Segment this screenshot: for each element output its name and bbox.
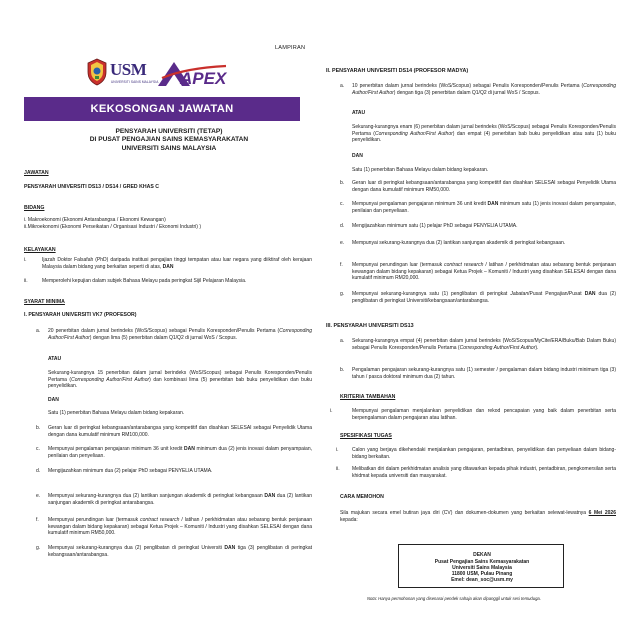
ds14-b-text: Geran luar di peringkat kebangsaan/antarabangsa yang kompetitif dan disahkan SELESAI sebagai Penyelidik Utama dengan dana kumulatif minimum RM50,000. (352, 180, 616, 193)
memohon-text (340, 510, 616, 523)
ds14-c (352, 201, 616, 214)
vk7-g-text2: tiga (3) penglibatan di peringkat kebangsaan/antarabangsa. (48, 545, 312, 558)
vk7-e (48, 493, 312, 506)
kelayakan-i-text: Ijazah Doktor Falsafah (PhD) daripada institusi pengajian tinggi tempatan atau luar negara yang diiktiraf oleh kerajaan Malaysia dalam bidang yang berkaitan seperti di atas, (42, 257, 312, 270)
spesifikasi-i-mark: i. (336, 447, 339, 453)
ds14-header: II. PENSYARAH UNIVERSITI DS14 (PROFESOR MADYA) (326, 68, 469, 74)
title-line-2: DI PUSAT PENGAJIAN SAINS KEMASYARAKATAN (89, 136, 249, 144)
ds14-atau-text2: ) dan empat (4) penerbitan bab buku penyelidikan atau satu (1) buku penyelidikan. (352, 130, 616, 143)
vk7-f-text2: / latihan / perkhidmatan atau sebarang bentuk penjanaan kewangan dalam bidang kepakaran) sebagai Ketua Projek – Komuniti / Industri yang disahkan SELESAI dengan dana kumulatif minimum RM50,000. (48, 517, 312, 536)
vk7-a-text1: 20 penerbitan dalam jurnal berindeks (WoS/Scopus) sebagai Penulis Koresponden/Penulis Pertama ( (48, 328, 280, 334)
ds14-g-italic: Jabatan (510, 291, 529, 297)
spesifikasi-ii-mark: ii. (336, 466, 340, 472)
spesifikasi-ii-text: Melibatkan diri dalam perkhidmatan analisis yang ditawarkan kepada pihak industri, pentadbiran, pengkomersilan serta khidmat kepada universiti dan masyarakat. (352, 466, 616, 479)
position-title (24, 128, 314, 153)
vk7-c-text2: minimum dua (2) jenis inovasi dalam penyampaian, penilaian dan penyeliaan. (48, 446, 312, 459)
ds14-e-text: Mempunyai sekurang-kurangnya dua (2) lantikan sanjungan akademik di peringkat kebangsaan. (352, 240, 566, 246)
vk7-atau-text2: ) dan kombinasi lima (5) penerbitan bab buku penyelidikan dan buku penyelidikan. (48, 376, 313, 389)
vk7-atau: ATAU (48, 356, 62, 362)
vk7-e-text1: Mempunyai sekurang-kurangnya dua (2) lantikan sanjungan akademik di peringkat kebangsaan (48, 493, 265, 499)
ds14-d-text: Mengijazahkan minimum satu (1) pelajar PhD sebagai PENYELIA UTAMA. (352, 223, 518, 229)
ds14-g-text3: dua (2) penglibatan di peringkat Universiti/kebangsaan/antarabangsa. (352, 291, 616, 304)
vk7-e-mark: e. (36, 493, 41, 499)
ds14-atau: ATAU (352, 110, 366, 116)
spesifikasi-i-text: Calon yang berjaya dikehendaki menjalankan pengajaran, pentadbiran, penyelidikan dan penyeliaan dalam bidang-bidang berkaitan. (352, 447, 616, 460)
vk7-g-text1: Mempunyai sekurang-kurangnya dua (2) penglibatan di peringkat Universiti (48, 545, 225, 551)
vk7-satu-text: Satu (1) penerbitan Bahasa Melayu dalam bidang kepakaran. (48, 410, 185, 416)
spesifikasi-header: SPESIFIKASI TUGAS (340, 433, 392, 439)
ds14-dan: DAN (352, 153, 363, 159)
kelayakan-i-dan: DAN (162, 263, 174, 270)
ds14-c-mark: c. (340, 201, 344, 207)
ds14-a (352, 83, 616, 96)
ds14-c-text1: Mempunyai pengalaman pengajaran minimum 36 unit kredit (352, 201, 488, 207)
vk7-g-mark: g. (36, 545, 41, 551)
ds14-atau-text (352, 124, 616, 144)
memohon-date: 6 Mei 2026 (588, 510, 616, 516)
address-box (398, 544, 564, 588)
ds13-a-mark: a. (340, 338, 345, 344)
vk7-c (48, 446, 312, 459)
bidang-line-2: ii.Mikroekonomi (Ekonomi Perseikatan / Organisasi Industri / Ekonomi Industri) ) (24, 224, 202, 230)
vk7-e-dan: DAN (264, 493, 276, 499)
ds14-a-text1: 10 penerbitan dalam jurnal berindeks (WoS/Scopus) sebagai Penulis Koresponden/Penulis Pertama ( (352, 83, 584, 89)
bidang-header: BIDANG (24, 205, 45, 211)
ds13-a (352, 338, 616, 351)
usm-logo (110, 60, 159, 88)
logo-bar (86, 56, 246, 90)
vk7-dan: DAN (48, 397, 59, 403)
bidang-line-1: i. Makroekonomi (Ekonomi Antarabangsa / Ekonomi Kewangan) (24, 217, 166, 223)
ds14-a-italic: Corresponding Author/First Author (352, 83, 616, 96)
apex-logo (156, 60, 228, 88)
ds14-g (352, 291, 616, 304)
ds14-f-italic: contract research (444, 262, 484, 268)
vk7-f-text1: Mempunyai perundingan luar (termasuk (48, 517, 141, 523)
memohon-text2: kepada: (340, 516, 358, 523)
vk7-atau-italic: Corresponding Author/First Author (71, 376, 150, 383)
address-line-3: Universiti Sains Malaysia (452, 565, 512, 571)
vk7-header: I. PENSYARAH UNIVERSITI VK7 (PROFESOR) (24, 312, 137, 318)
ds14-f-text2: / latihan / perkhidmatan atau sebarang bentuk penjanaan kewangan dalam bidang kepakaran) sebagai Ketua Projek – Komuniti / Industri yang disahkan SELESAI dengan dana kumulatif minimum RM20,000. (352, 262, 616, 281)
vk7-a-text2: ) dengan lima (5) penerbitan dalam Q1/Q2 di jurnal WoS / Scopus. (89, 334, 237, 341)
vk7-atau-text (48, 370, 312, 390)
ds14-g-text1: Mempunyai sekurang-kurangnya satu (1) penglibatan di peringkat (352, 291, 511, 297)
title-line-1: PENSYARAH UNIVERSITI (TETAP) (115, 128, 223, 135)
ds14-atau-italic: Corresponding Author/First Author (374, 130, 453, 137)
syarat-header: SYARAT MINIMA (24, 299, 65, 305)
kelayakan-i-mark: i. (24, 257, 27, 263)
vk7-c-dan: DAN (184, 446, 195, 452)
ds14-a-text2: ) dengan tiga (3) penerbitan dalam Q1/Q2 di jurnal WoS / Scopus. (393, 89, 540, 96)
address-line-4: 11800 USM, Pulau Pinang (451, 571, 513, 577)
address-line-1: DEKAN (473, 552, 491, 558)
memohon-header: CARA MEMOHON (340, 494, 384, 500)
ds14-g-mark: g. (340, 291, 345, 297)
kriteria-i-text: Mempunyai pengalaman menjalankan penyelidikan dan rekod pencapaian yang baik dalam penerbitan serta berpengalaman dalam pengajaran atau latihan. (352, 408, 616, 421)
vk7-c-text1: Mempunyai pengalaman pengajaran minimum 36 unit kredit (48, 446, 185, 452)
vk7-d-mark: d. (36, 468, 41, 474)
usm-logo-text: USM (110, 60, 147, 79)
apex-logo-text: APEX (180, 69, 227, 88)
kriteria-header: KRITERIA TAMBAHAN (340, 394, 396, 400)
kelayakan-ii-mark: ii. (24, 278, 28, 284)
ds13-a-text2: ). (535, 344, 539, 351)
ds14-d-mark: d. (340, 223, 345, 229)
vk7-e-text2: dua (2) lantikan sanjungan akademik di peringkat antarabangsa. (48, 493, 312, 506)
kriteria-i-mark: i. (330, 408, 333, 414)
usm-crest-icon (86, 58, 108, 86)
ds14-f-mark: f. (340, 262, 343, 268)
vk7-b-mark: b. (36, 425, 41, 431)
kelayakan-i (42, 257, 312, 270)
ds13-a-text1: Sekurang-kurangnya empat (4) penerbitan dalam jurnal berindeks (WoS/Scopus/MyCite/ERA/Buku/Bab Dalam Buku) sebagai Penulis Koresponden/Penulis Pertama ( (352, 338, 616, 351)
address-email[interactable]: Emel: dean_soc@usm.my (451, 577, 513, 583)
ds14-a-mark: a. (340, 83, 345, 89)
ds14-satu-text: Satu (1) penerbitan Bahasa Melayu dalam bidang kepakaran. (352, 167, 489, 173)
usm-logo-subtext: UNIVERSITI SAINS MALAYSIA (111, 80, 159, 84)
vk7-b-text: Geran luar di peringkat kebangsaan/antarabangsa yang kompetitif dan disahkan SELESAI sebagai Penyelidik Utama dengan dana kumulatif minimum RM100,000. (48, 425, 312, 438)
lampiran-label: LAMPIRAN (275, 45, 306, 51)
kelayakan-header: KELAYAKAN (24, 247, 56, 253)
kelayakan-ii-text: Memperolehi kepujian dalam subjek Bahasa Melayu pada peringkat Sijil Pelajaran Malaysia. (42, 278, 247, 284)
vk7-c-mark: c. (36, 446, 40, 452)
ds14-c-dan: DAN (487, 201, 499, 207)
vk7-a-italic: Corresponding Author/First Author (48, 328, 312, 341)
vk7-g (48, 545, 312, 558)
memohon-text1: Sila majukan secara emel butiran jaya diri (CV) dan dokumen-dokumen yang berkaitan selewat-lewatnya (340, 510, 589, 516)
ds14-atau-text1: Sekurang-kurangnya enam (6) penerbitan dalam jurnal berindeks (WoS/Scopus) sebagai Penulis Koresponden/Penulis Pertama ( (352, 124, 616, 137)
ds13-a-italic: Corresponding Author/First Author (459, 344, 536, 351)
ds14-f-text1: Mempunyai perundingan luar (termasuk (352, 262, 445, 268)
ds14-b-mark: b. (340, 180, 345, 186)
address-line-2: Pusat Pengajian Sains Kemasyarakatan (434, 559, 530, 565)
ds13-header: III. PENSYARAH UNIVERSITI DS13 (326, 323, 414, 329)
ds13-b-mark: b. (340, 367, 345, 373)
ds14-c-text2: minimum satu (1) jenis inovasi dalam penyampaian, penilaian dan penyeliaan. (352, 201, 616, 214)
ds14-f (352, 262, 616, 282)
vk7-atau-text1: Sekurang-kurangnya 15 penerbitan dalam jurnal berindeks (WoS/Scopus) sebagai Penulis Koresponden/Penulis Pertama ( (48, 370, 312, 383)
vk7-a (48, 328, 312, 341)
nota-text: Nota: Hanya permohonan yang disenarai pendek sahaja akan dipanggil untuk sesi temuduga. (367, 596, 541, 601)
vk7-f-mark: f. (36, 517, 39, 523)
ds14-e-mark: e. (340, 240, 345, 246)
jawatan-text: PENSYARAH UNIVERSITI DS13 / DS14 / GRED KHAS C (24, 184, 160, 190)
vk7-f-italic: contract research (140, 517, 180, 523)
vk7-f (48, 517, 312, 537)
ds14-g-dan: DAN (584, 291, 596, 297)
ds14-g-text2: /Pusat Pengajian/Pusat (528, 291, 585, 297)
vk7-d-text: Mengijazahkan minimum dua (2) pelajar PhD sebagai PENYELIA UTAMA. (48, 468, 213, 474)
vk7-g-dan: DAN (224, 545, 236, 551)
title-line-3: UNIVERSITI SAINS MALAYSIA (121, 144, 217, 152)
ds13-b-text: Pengalaman pengajaran sekurang-kurangnya satu (1) semester / pengalaman dalam bidang industri minimum tiga (3) tahun / pasca doktoral minimum dua (2) tahun. (352, 367, 616, 380)
jawatan-header: JAWATAN (24, 170, 49, 176)
vacancy-banner: KEKOSONGAN JAWATAN (24, 97, 300, 121)
vk7-a-mark: a. (36, 328, 41, 334)
